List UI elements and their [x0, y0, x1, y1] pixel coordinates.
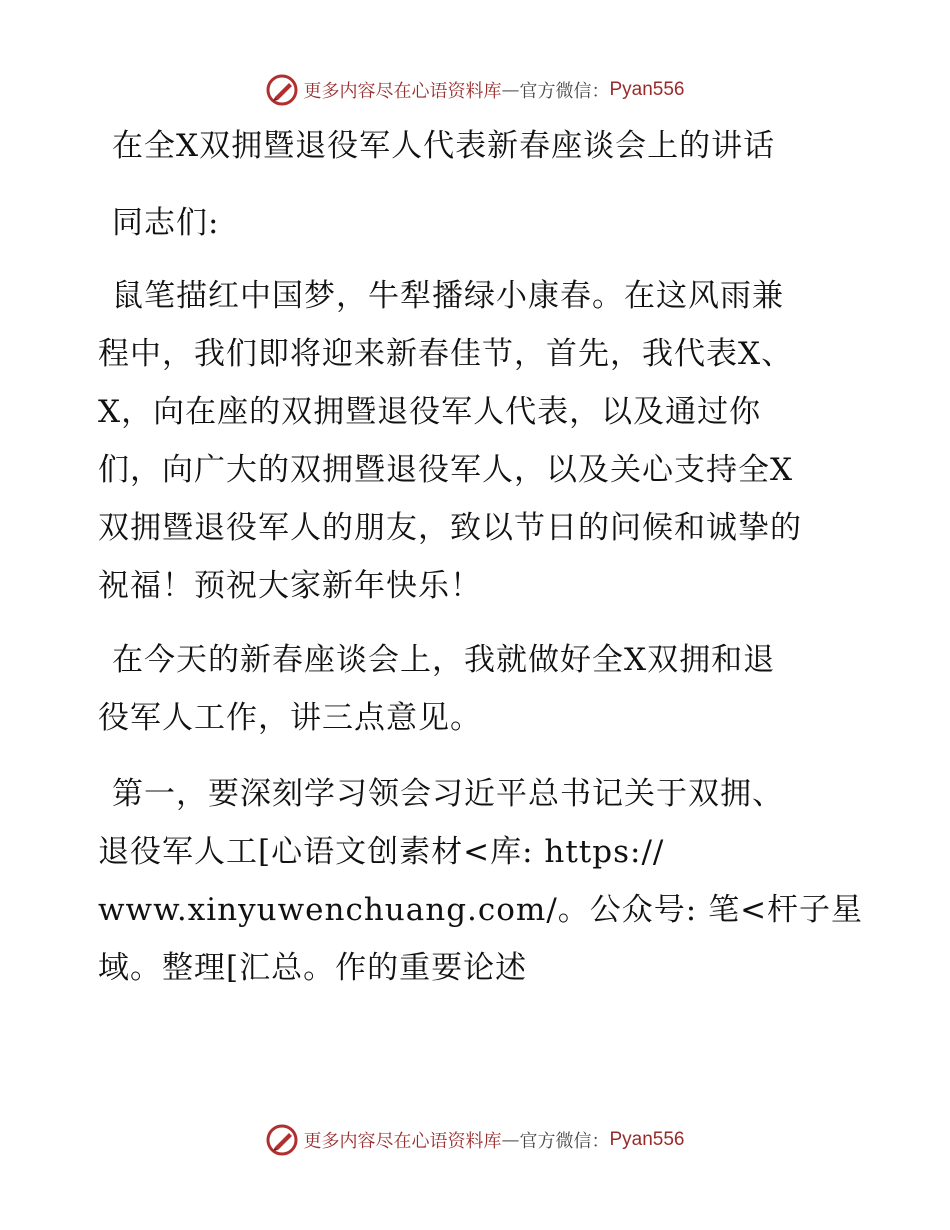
paragraph-line: www.xinyuwenchuang.com/。公众号: 笔<杆子星 [98, 892, 864, 928]
banner-separator: — [501, 79, 520, 101]
paragraph-line: 们，向广大的双拥暨退役军人，以及关心支持全X [98, 452, 794, 488]
banner-separator: — [501, 1129, 520, 1151]
paragraph-line: 祝福！预祝大家新年快乐！ [98, 568, 482, 604]
banner-main-text: 更多内容尽在心语资料库 [303, 1131, 502, 1152]
paragraph-line: 在今天的新春座谈会上，我就做好全X双拥和退 [112, 642, 776, 678]
document-title: 在全X双拥暨退役军人代表新春座谈会上的讲话 [112, 128, 776, 164]
paragraph-line: 双拥暨退役军人的朋友，致以节日的问候和诚挚的 [98, 510, 802, 546]
paragraph-line: 第一，要深刻学习领会习近平总书记关于双拥、 [112, 776, 784, 812]
footer-banner [0, 1120, 950, 1160]
pen-logo-icon [265, 73, 299, 107]
paragraph-line: 退役军人工[心语文创素材<库: https:// [98, 834, 665, 870]
paragraph-line: 鼠笔描红中国梦，牛犁播绿小康春。在这风雨兼 [112, 278, 784, 314]
banner-wechat-label: 官方微信： [519, 81, 610, 102]
paragraph-line: 役军人工作，讲三点意见。 [98, 700, 482, 736]
banner-wechat-handle: Pyan556 [609, 79, 685, 100]
header-banner [0, 70, 950, 110]
paragraph-line: 程中，我们即将迎来新春佳节，首先，我代表X、 [98, 336, 794, 372]
banner-wechat-label: 官方微信： [519, 1131, 610, 1152]
paragraph-line: X，向在座的双拥暨退役军人代表，以及通过你 [98, 394, 762, 430]
salutation: 同志们: [112, 205, 220, 241]
paragraph-line: 域。整理[汇总。作的重要论述 [98, 950, 528, 986]
pen-logo-icon [265, 1123, 299, 1157]
banner-wechat-handle: Pyan556 [609, 1129, 685, 1150]
banner-main-text: 更多内容尽在心语资料库 [303, 81, 502, 102]
